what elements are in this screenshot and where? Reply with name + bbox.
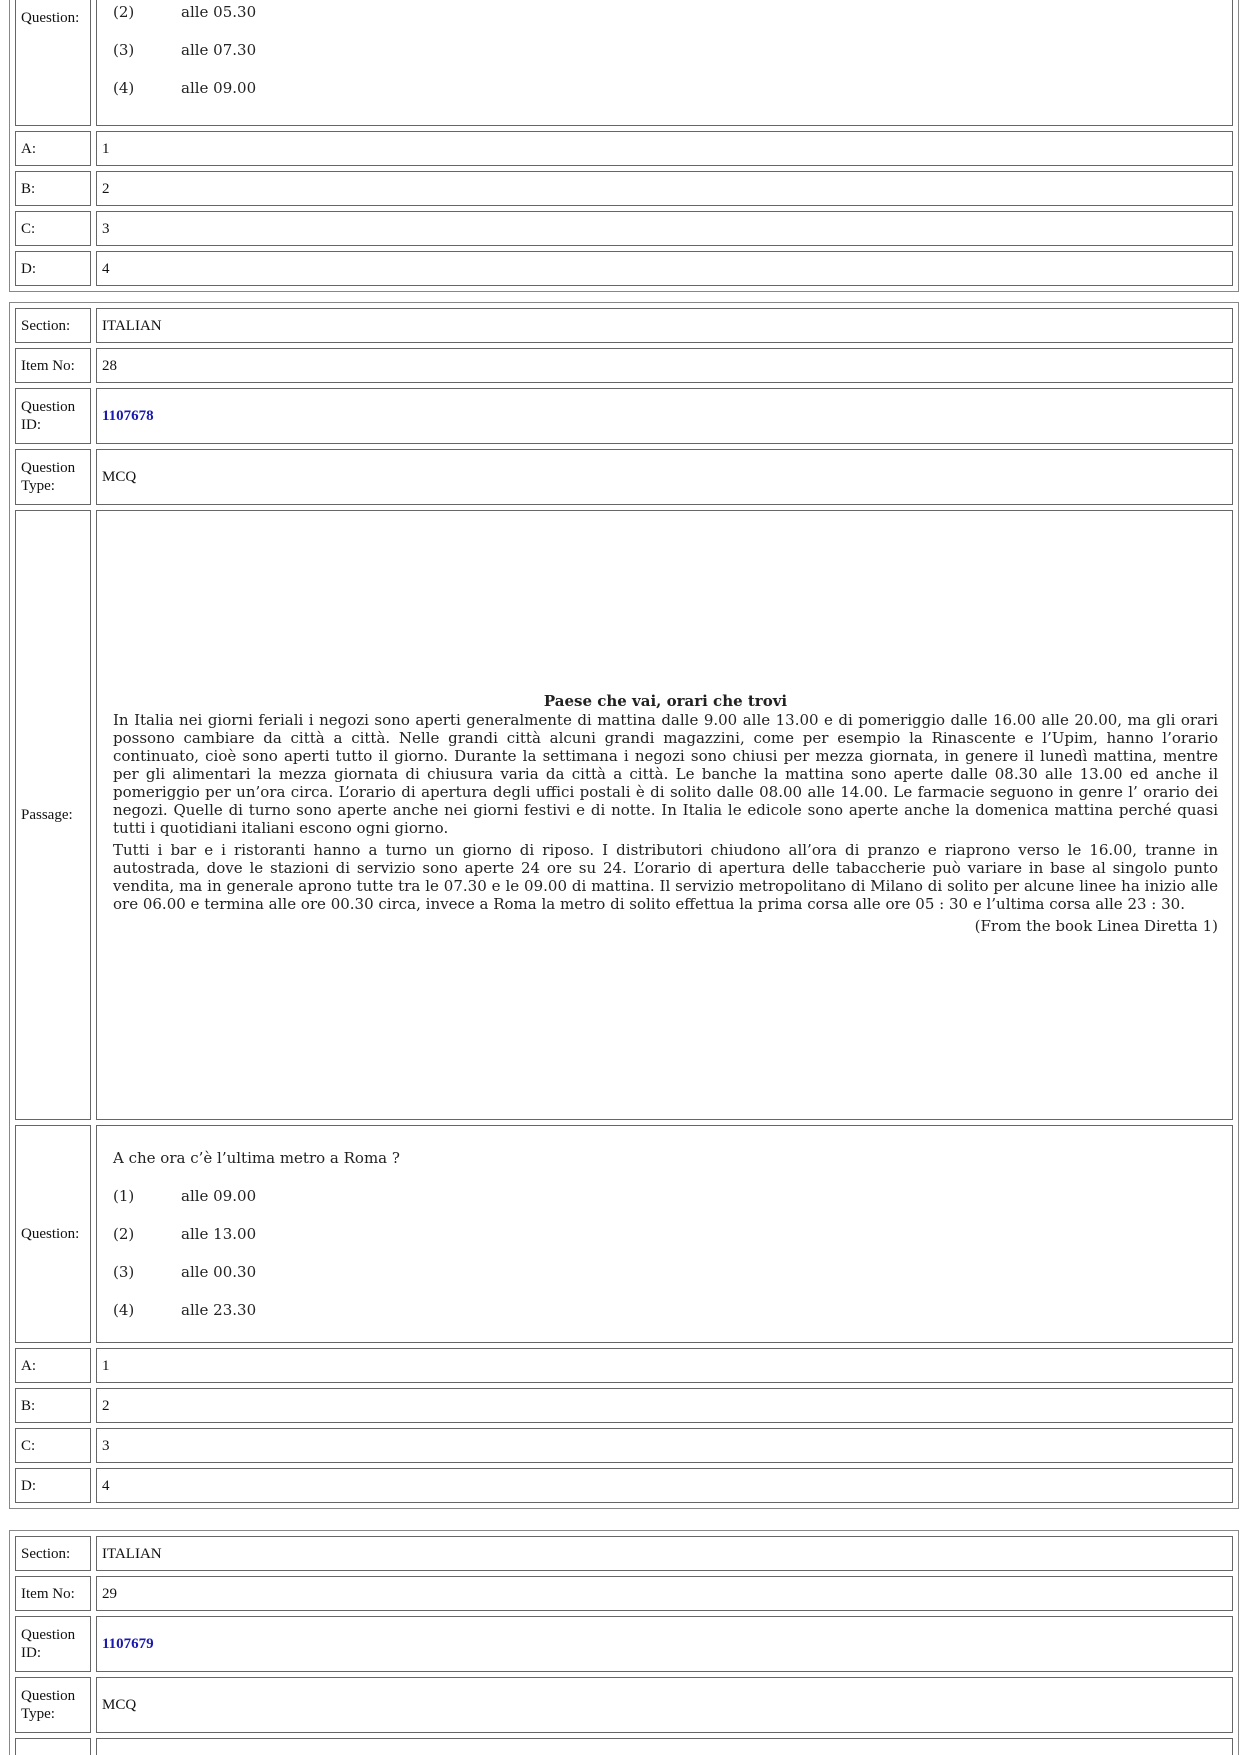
option-3: (3) alle 07.30 [113, 41, 257, 59]
passage-paragraph-1: In Italia nei giorni feriali i negozi sono aperti generalmente di mattina dalle 9.00 alle 13.00 e di pomeriggio dalle 16.00 alle 20.00, ma gli orari possono cambiare da città a città. Nelle grandi città alcuni grandi magazzini, come per esempio la Rinascente e l’Upim, hanno l’orario continuato, cioè sono aperti tutto il giorno. Durante la settimana i negozi sono chiusi per mezza giornata, in genere il lunedì mattina, mentre per gli alimentari la mezza giornata di chiusura varia da città a città. Le banche la mattina sono aperte dalle 08.30 alle 13.00 ed anche il pomeriggio per un’ora circa. L’orario di apertura degli uffici postali è di solito dalle 08.00 alle 14.00. Le farmacie seguono in genre l’ orario dei negozi. Quelle di turno sono aperte anche nei giorni festivi e di notte. In Italia le edicole sono aperte anche la domenica mattina perché quasi tutti i quotidiani italiani escono ogni giorno. [113, 710, 1218, 837]
answer-a-label: A: [15, 131, 91, 166]
item-no-label: Item No: [15, 1576, 91, 1611]
question-table-28 [9, 302, 1239, 1509]
section-label: Section: [15, 1536, 91, 1571]
question-stem: A che ora c’è l’ultima metro a Roma ? [113, 1149, 400, 1167]
answer-d-label: D: [15, 251, 91, 286]
passage-label: Passage: [15, 510, 91, 1120]
passage-source: (From the book Linea Diretta 1) [974, 916, 1218, 935]
section-value: ITALIAN [96, 308, 1233, 343]
option-4: (4) alle 09.00 [113, 79, 257, 97]
section-label: Section: [15, 308, 91, 343]
question-id-link[interactable]: 1107678 [102, 408, 154, 424]
next-row-value [96, 1738, 1233, 1755]
question-table-prev [9, 0, 1239, 292]
question-label: Question: [15, 0, 91, 126]
question-label: Question: [15, 1125, 91, 1343]
answer-c-label: C: [15, 211, 91, 246]
item-no-value: 29 [96, 1576, 1233, 1611]
answer-c-value: 3 [96, 1428, 1233, 1463]
answer-d-value: 4 [96, 251, 1233, 286]
answer-c-value: 3 [96, 211, 1233, 246]
question-type-value: MCQ [96, 1677, 1233, 1733]
answer-d-value: 4 [96, 1468, 1233, 1503]
option-4: (4) alle 23.30 [113, 1301, 257, 1319]
answer-b-value: 2 [96, 1388, 1233, 1423]
question-table-29 [9, 1530, 1239, 1755]
answer-d-label: D: [15, 1468, 91, 1503]
question-id-link[interactable]: 1107679 [102, 1636, 154, 1652]
question-id-label: Question ID: [15, 388, 91, 444]
passage-paragraph-2: Tutti i bar e i ristoranti hanno a turno un giorno di riposo. I distributori chiudono all’ora di pranzo e riaprono verso le 16.00, tranne in autostrada, dove le stazioni di servizio sono aperte 24 ore su 24. L’orario di apertura delle tabaccherie può variare in base al singolo punto vendita, ma in generale aprono tutte tra le 07.30 e le 09.00 di mattina. Il servizio metropolitano di Milano di solito per alcune linee ha inizio alle ore 06.00 e termina alle ore 00.30 circa, invece a Roma la metro di solito effettua la prima corsa alle ore 05 : 30 e l’ultima corsa alle 23 : 30. [113, 840, 1218, 913]
section-value: ITALIAN [96, 1536, 1233, 1571]
question-type-label: Question Type: [15, 449, 91, 505]
option-2: (2) alle 05.30 [113, 3, 257, 21]
answer-a-label: A: [15, 1348, 91, 1383]
option-3: (3) alle 00.30 [113, 1263, 257, 1281]
passage-body [96, 510, 1233, 1120]
answer-b-value: 2 [96, 171, 1233, 206]
answer-b-label: B: [15, 1388, 91, 1423]
next-row-label [15, 1738, 91, 1755]
answer-c-label: C: [15, 1428, 91, 1463]
question-id-value [96, 1616, 1233, 1672]
question-type-value: MCQ [96, 449, 1233, 505]
question-body [96, 1125, 1233, 1343]
question-body [96, 0, 1233, 126]
option-1: (1) alle 09.00 [113, 1187, 257, 1205]
question-id-value [96, 388, 1233, 444]
option-2: (2) alle 13.00 [113, 1225, 257, 1243]
answer-b-label: B: [15, 171, 91, 206]
answer-a-value: 1 [96, 1348, 1233, 1383]
question-id-label: Question ID: [15, 1616, 91, 1672]
item-no-value: 28 [96, 348, 1233, 383]
passage-title: Paese che vai, orari che trovi [543, 691, 788, 710]
question-type-label: Question Type: [15, 1677, 91, 1733]
item-no-label: Item No: [15, 348, 91, 383]
answer-a-value: 1 [96, 131, 1233, 166]
